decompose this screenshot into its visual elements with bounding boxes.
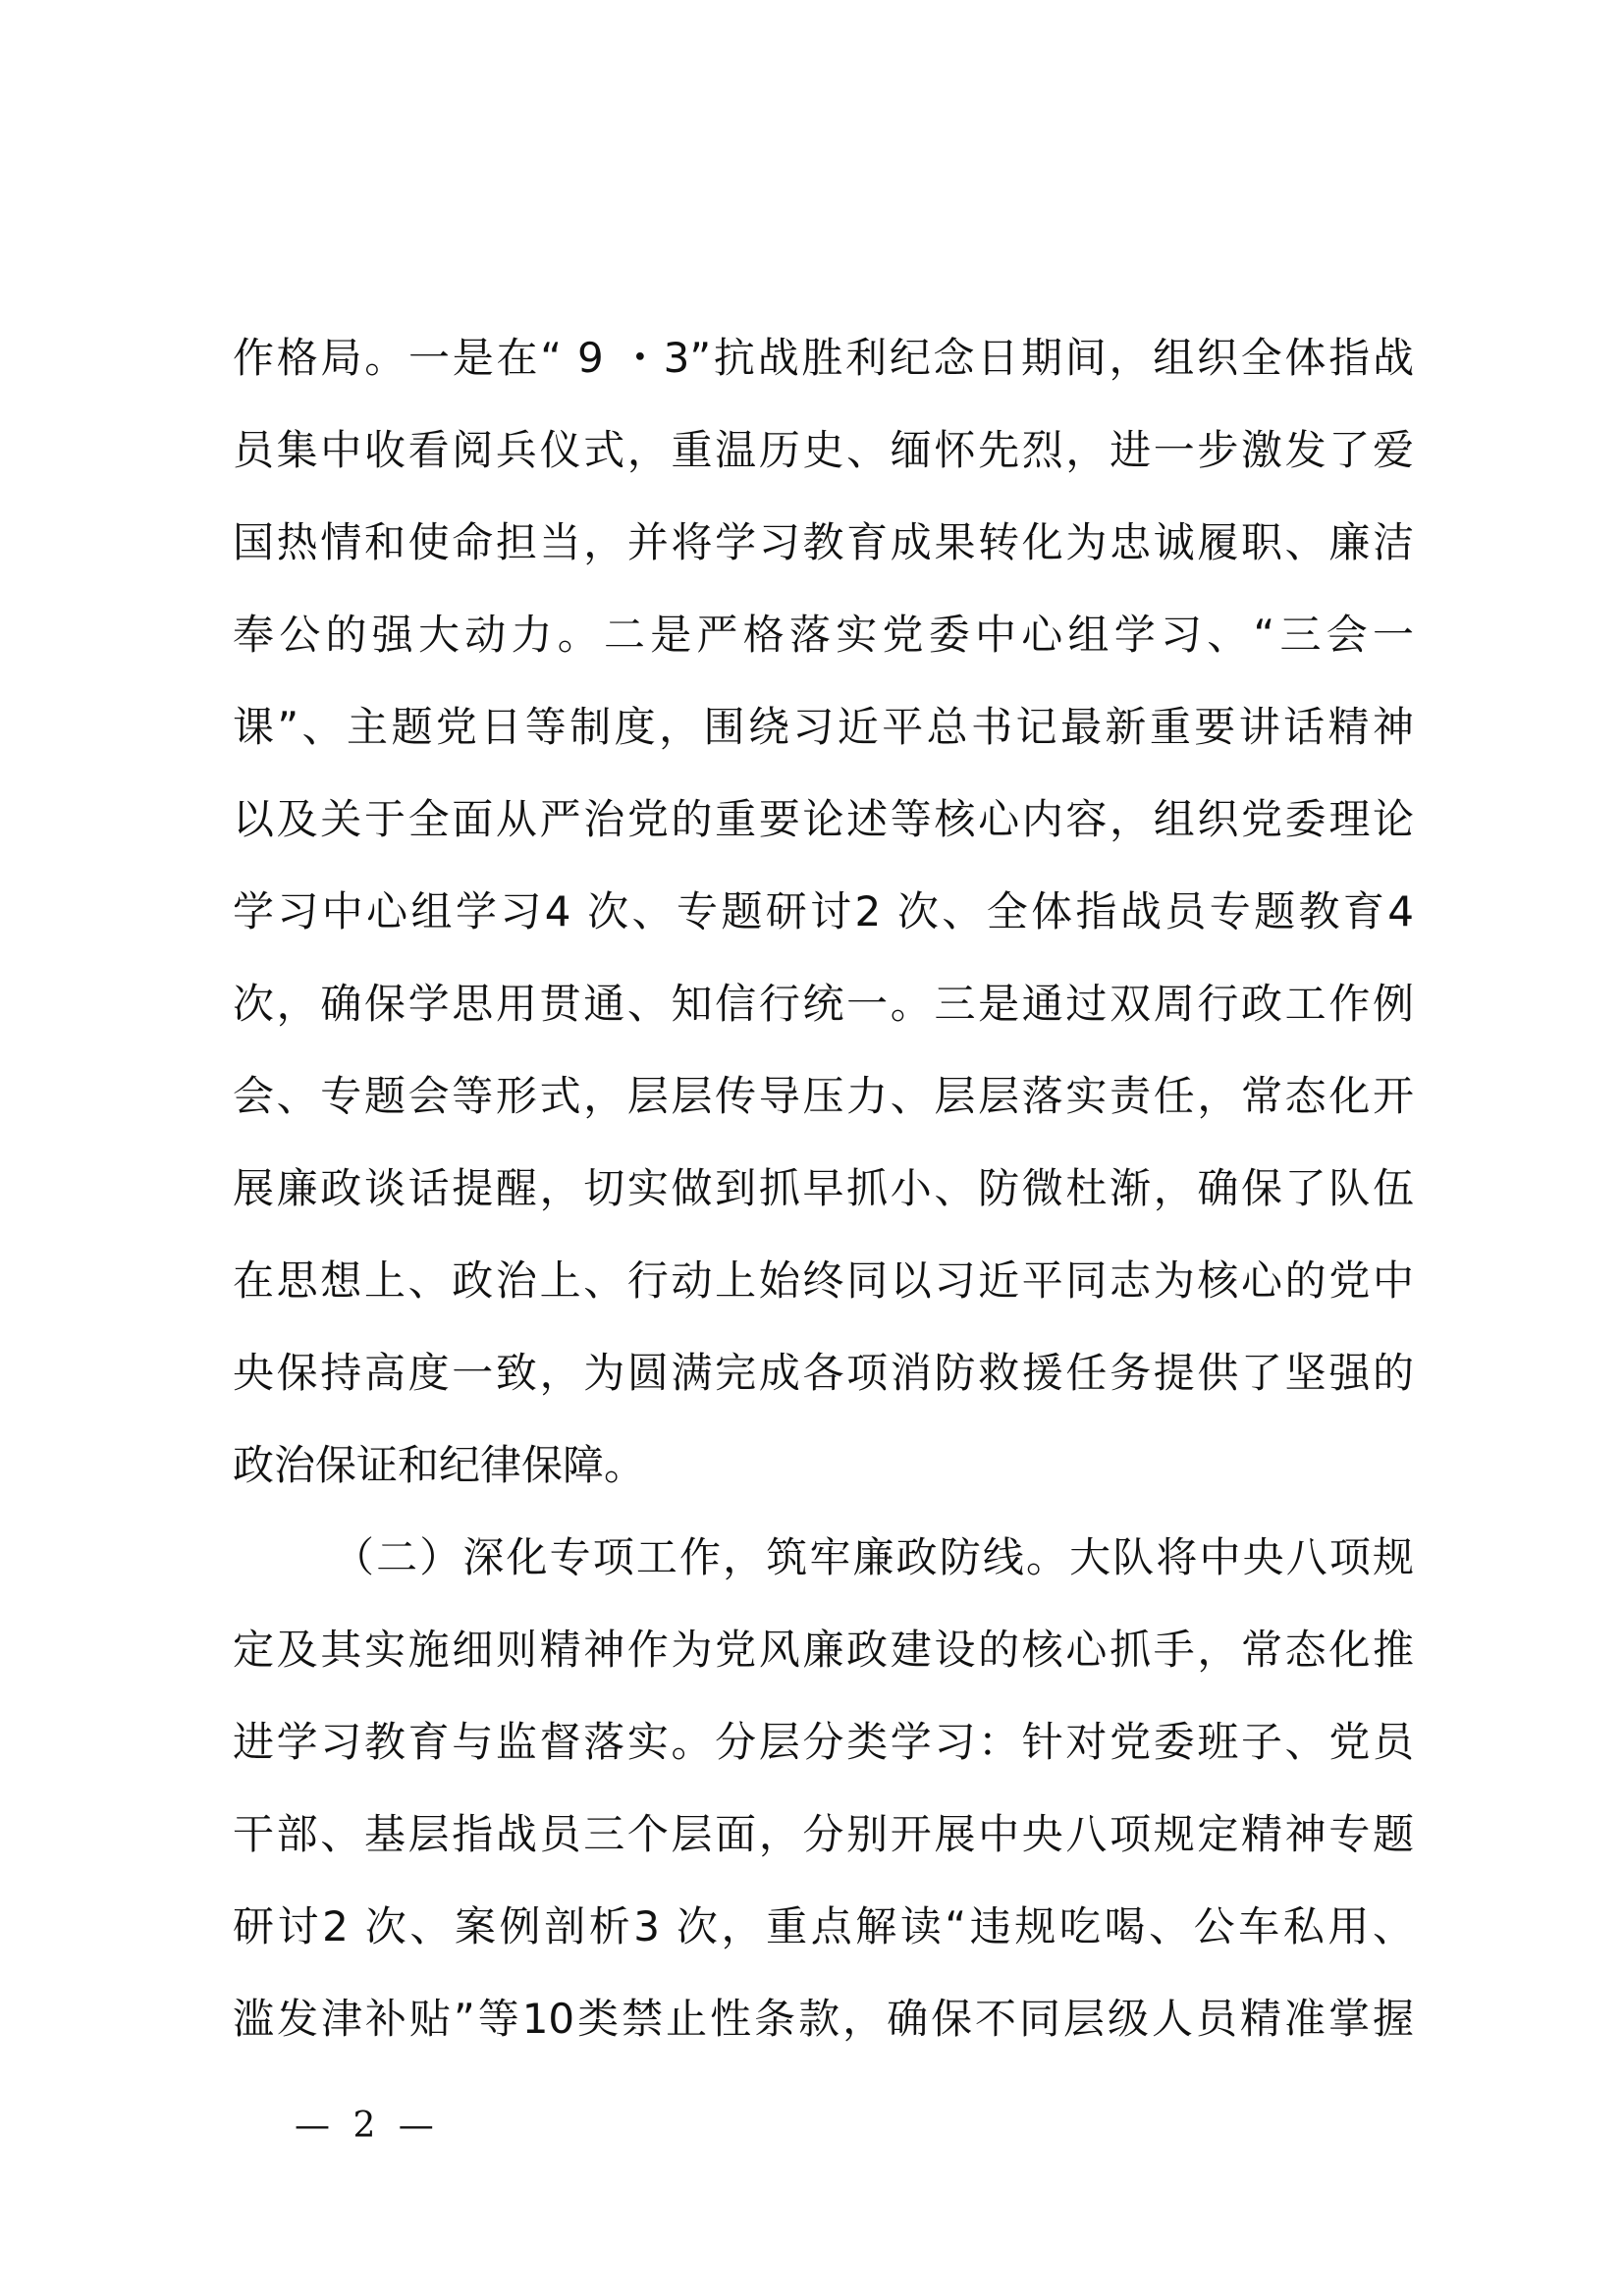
text-line: 在思想上、政治上、行动上始终同以习近平同志为核心的党中 [233, 1256, 1414, 1305]
text-line: 展廉政谈话提醒，切实做到抓早抓小、防微杜渐，确保了队伍 [233, 1164, 1414, 1212]
text-line: 学习中心组学习4 次、专题研讨2 次、全体指战员专题教育4 [233, 887, 1414, 935]
text-line: 次，确保学思用贯通、知信行统一。三是通过双周行政工作例 [233, 980, 1414, 1028]
text-line: 课”、主题党日等制度，围绕习近平总书记最新重要讲话精神 [233, 703, 1414, 751]
text-line: 干部、基层指战员三个层面，分别开展中央八项规定精神专题 [233, 1810, 1414, 1858]
section-heading-line: （二）深化专项工作，筑牢廉政防线。大队将中央八项规 [333, 1533, 1414, 1581]
body-text [233, 312, 1414, 2065]
text-line: 奉公的强大动力。二是严格落实党委中心组学习、“三会一 [233, 611, 1414, 659]
text-line: 会、专题会等形式，层层传导压力、层层落实责任，常态化开 [233, 1072, 1414, 1120]
page-number: — 2 — [295, 2106, 440, 2146]
text-line: 滥发津补贴”等10类禁止性条款，确保不同层级人员精准掌握 [233, 1995, 1414, 2043]
text-line: 定及其实施细则精神作为党风廉政建设的核心抓手，常态化推 [233, 1626, 1414, 1674]
text-line: 政治保证和纪律保障。 [233, 1441, 646, 1489]
text-line: 央保持高度一致，为圆满完成各项消防救援任务提供了坚强的 [233, 1349, 1414, 1397]
text-line: 以及关于全面从严治党的重要论述等核心内容，组织党委理论 [233, 795, 1414, 843]
text-line: 进学习教育与监督落实。分层分类学习：针对党委班子、党员 [233, 1718, 1414, 1766]
text-line: 作格局。一是在“ 9 ・3”抗战胜利纪念日期间，组织全体指战 [233, 334, 1414, 382]
text-line: 研讨2 次、案例剖析3 次，重点解读“违规吃喝、公车私用、 [233, 1902, 1414, 1950]
text-line: 员集中收看阅兵仪式，重温历史、缅怀先烈，进一步激发了爱 [233, 426, 1414, 474]
text-line: 国热情和使命担当，并将学习教育成果转化为忠诚履职、廉洁 [233, 518, 1414, 566]
